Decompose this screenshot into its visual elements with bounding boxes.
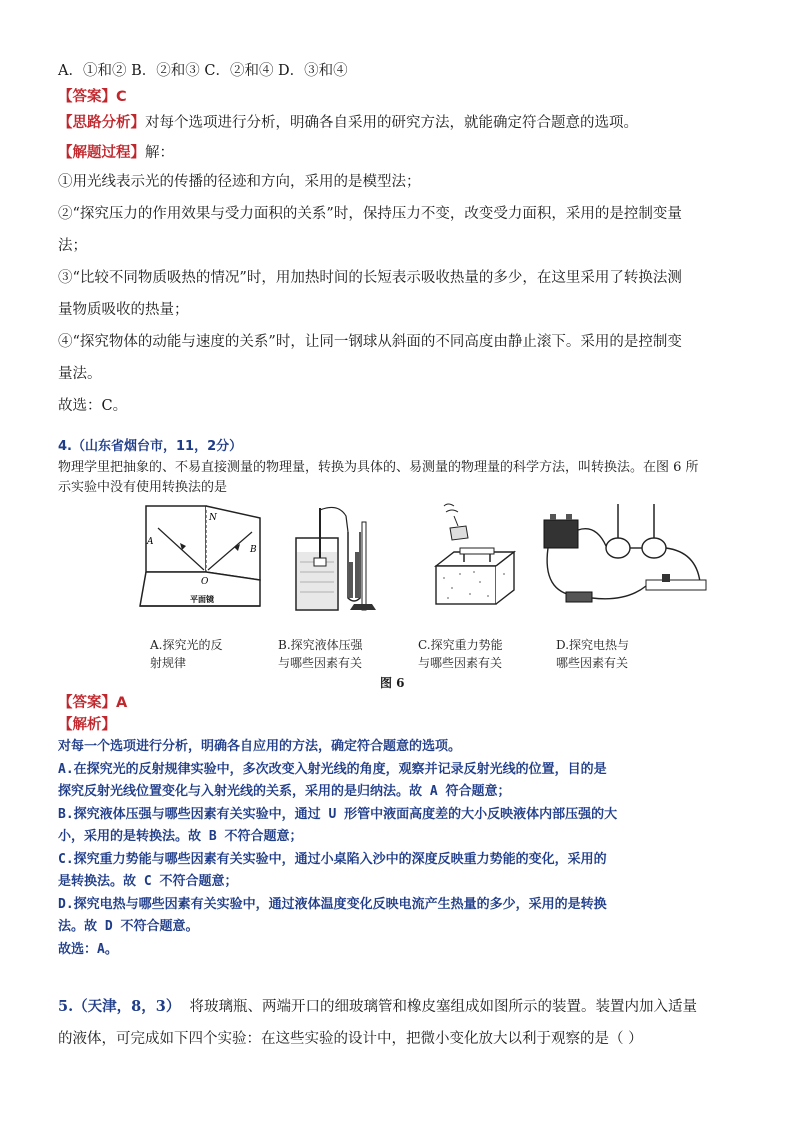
panel-d-caption-line1: D.探究电热与 — [556, 638, 630, 652]
q4-analysis-line — [58, 714, 748, 736]
ray-b-label: B — [250, 545, 257, 555]
q4-line-5: 小，采用的是转换法。故 B 不符合题意； — [58, 829, 303, 844]
q3-answer-line — [58, 84, 748, 110]
q4-answer-line — [58, 692, 748, 714]
q4-answer-tag: 【答案】 — [58, 695, 116, 711]
figure-caption: 图 6 — [380, 676, 405, 690]
reflection-apparatus-image — [138, 502, 268, 622]
q4-line-1: 对每一个选项进行分析，明确各自应用的方法，确定符合题意的选项。 — [58, 739, 462, 754]
q3-analysis: 对每个选项进行分析，明确各自采用的研究方法，就能确定符合题意的选项。 — [145, 115, 638, 131]
q3-item-2: ②“探究压力的作用效果与受力面积的关系”时，保持压力不变，改变受力面积，采用的是控制变量 — [58, 206, 682, 222]
page — [58, 58, 748, 1055]
electric-heat-apparatus-image — [536, 502, 716, 622]
panel-a-caption — [150, 636, 222, 672]
q3-item-1: ①用光线表示光的传播的径迹和方向，采用的是模型法； — [58, 174, 421, 190]
q3-item-4: ④“探究物体的动能与速度的关系”时，让同一钢球从斜面的不同高度由静止滚下。采用的是控制变 — [58, 334, 682, 350]
q4-body-line2: 示实验中没有使用转换法的是 — [58, 480, 228, 495]
q3-answer: C — [116, 89, 127, 105]
figure-6 — [58, 502, 748, 692]
potential-energy-apparatus-image — [430, 502, 520, 622]
q4-analysis-tag: 【解析】 — [58, 717, 116, 733]
point-o-label: O — [201, 577, 209, 587]
panel-b-caption-line1: B.探究液体压强 — [278, 638, 363, 652]
q3-process-line — [58, 140, 748, 166]
q3-process: 解： — [145, 145, 174, 161]
q4-line-2: A.在探究光的反射规律实验中，多次改变入射光线的角度，观察并记录反射光线的位置，目的是 — [58, 761, 607, 777]
normal-n-label: N — [209, 513, 217, 523]
q3-options: A．①和② B．②和③ C．②和④ D．③和④ — [58, 63, 348, 79]
liquid-pressure-apparatus-image — [290, 502, 380, 622]
q4-line-10: 故选：A。 — [58, 941, 118, 957]
panel-d-caption-line2: 哪些因素有关 — [556, 656, 629, 670]
panel-c-caption-line1: C.探究重力势能 — [418, 638, 503, 652]
q3-conclusion: 故选：C。 — [58, 398, 128, 414]
q4-line-8: D.探究电热与哪些因素有关实验中，通过液体温度变化反映电流产生热量的多少，采用的是转换 — [58, 896, 607, 912]
q4-line-4: B.探究液体压强与哪些因素有关实验中，通过 U 形管中液面高度差的大小反映液体内部压强的大 — [58, 806, 618, 822]
panel-b-caption-line2: 与哪些因素有关 — [278, 656, 363, 670]
q3-item-4-cont: 量法。 — [58, 366, 102, 382]
q5-line1 — [58, 991, 748, 1023]
q5-line2: 的液体，可完成如下四个实验：在这些实验的设计中，把微小变化放大以利于观察的是（ ） — [58, 1031, 643, 1047]
q3-item-2-cont: 法； — [58, 238, 87, 254]
q5-number: 5.（天津，8，3） — [58, 998, 181, 1015]
q4-body-line1: 物理学里把抽象的、不易直接测量的物理量，转换为具体的、易测量的物理量的科学方法，叫转换法。在图 6 所 — [58, 460, 699, 475]
panel-c-caption-line2: 与哪些因素有关 — [418, 656, 503, 670]
panel-a-caption-line2: 射规律 — [150, 656, 187, 670]
q3-process-tag: 【解题过程】 — [58, 145, 145, 161]
panel-b-caption — [278, 636, 363, 672]
q4-line-9: 法。故 D 不符合题意。 — [58, 919, 199, 934]
mirror-label: 平面镜 — [190, 595, 214, 604]
q3-analysis-line — [58, 110, 748, 136]
q3-item-3-cont: 量物质吸收的热量； — [58, 302, 189, 318]
q3-item-3: ③“比较不同物质吸热的情况”时，用加热时间的长短表示吸收热量的多少，在这里采用了转换法测 — [58, 270, 682, 286]
q4-line-3: 探究反射光线位置变化与入射光线的关系，采用的是归纳法。故 A 符合题意； — [58, 784, 511, 799]
q4-header: 4.（山东省烟台市，11，2分） — [58, 439, 243, 454]
q4-line-6: C.探究重力势能与哪些因素有关实验中，通过小桌陷入沙中的深度反映重力势能的变化，采用的 — [58, 851, 607, 867]
panel-d-caption — [556, 636, 629, 672]
panel-a-caption-line1: A.探究光的反 — [150, 638, 223, 652]
q3-answer-tag: 【答案】 — [58, 89, 116, 105]
q5-text-1: 将玻璃瓶、两端开口的细玻璃管和橡皮塞组成如图所示的装置。装置内加入适量 — [189, 999, 698, 1015]
panel-c-caption — [418, 636, 503, 672]
q3-analysis-tag: 【思路分析】 — [58, 115, 145, 131]
q4-line-7: 是转换法。故 C 不符合题意； — [58, 874, 238, 889]
q4-answer: A — [116, 695, 128, 711]
ray-a-label: A — [147, 537, 154, 547]
